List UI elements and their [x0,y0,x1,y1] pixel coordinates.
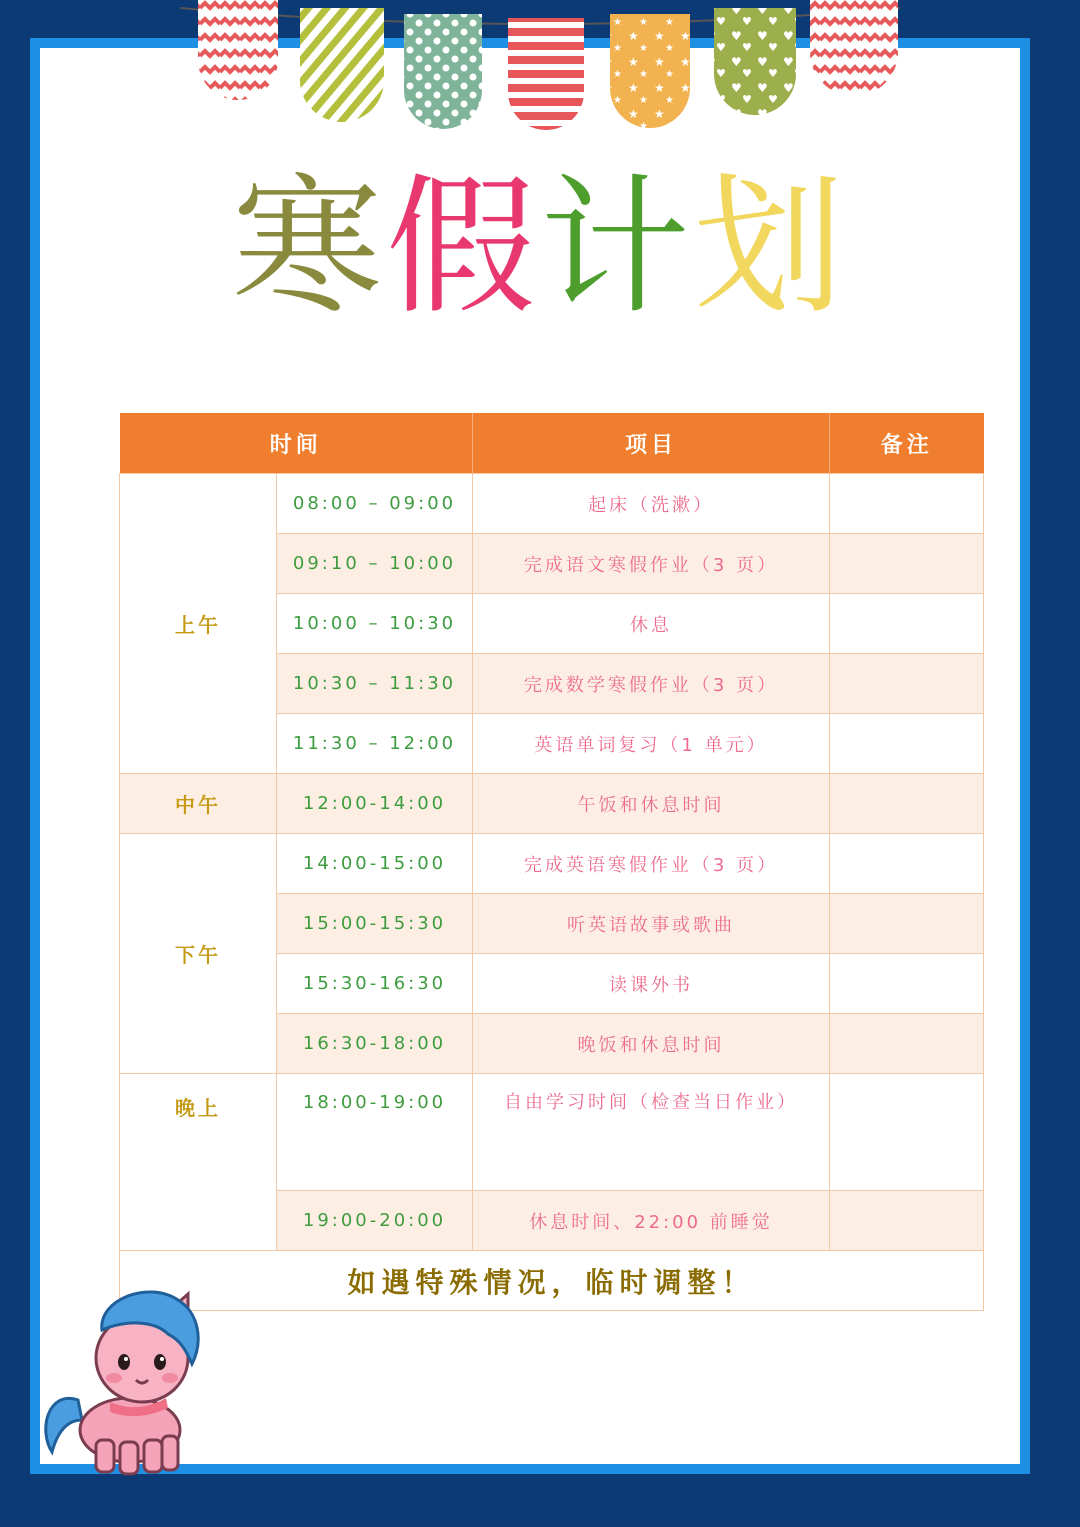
row-note [830,1014,984,1074]
row-note [830,954,984,1014]
row-item: 完成英语寒假作业（3 页） [473,834,830,894]
period-afternoon: 下午 [120,834,277,1074]
row-item: 休息 [473,594,830,654]
table-row [120,1074,984,1191]
row-time: 15:30-16:30 [277,954,473,1014]
row-item: 完成数学寒假作业（3 页） [473,654,830,714]
title-char-4: 划 [694,161,849,335]
row-time: 10:30 – 11:30 [277,654,473,714]
row-item: 听英语故事或歌曲 [473,894,830,954]
row-time: 18:00-19:00 [277,1074,473,1191]
table-header-row [120,413,984,474]
row-item: 完成语文寒假作业（3 页） [473,534,830,594]
header-note: 备注 [830,413,984,474]
period-evening: 晚上 [120,1074,277,1251]
title-char-2: 假 [385,161,540,335]
row-time: 11:30 – 12:00 [277,714,473,774]
row-time: 10:00 – 10:30 [277,594,473,654]
row-item: 自由学习时间（检查当日作业） [473,1074,830,1191]
row-time: 14:00-15:00 [277,834,473,894]
row-item: 休息时间、22:00 前睡觉 [473,1191,830,1251]
table-row [120,834,984,894]
period-morning: 上午 [120,474,277,774]
row-note [830,714,984,774]
bunting-flags-icon [0,0,1080,135]
row-item: 晚饭和休息时间 [473,1014,830,1074]
row-time: 15:00-15:30 [277,894,473,954]
row-time: 12:00-14:00 [277,774,473,834]
title-char-1: 寒 [231,161,386,335]
row-item: 英语单词复习（1 单元） [473,714,830,774]
row-item: 午饭和休息时间 [473,774,830,834]
row-note [830,594,984,654]
header-item: 项目 [473,413,830,474]
title-char-3: 计 [540,161,695,335]
footer-note: 如遇特殊情况，临时调整！ [120,1251,984,1311]
row-item: 读课外书 [473,954,830,1014]
page-title [0,158,1080,338]
row-time: 16:30-18:00 [277,1014,473,1074]
schedule-table [119,413,984,1311]
row-note [830,834,984,894]
period-noon: 中午 [120,774,277,834]
row-note [830,474,984,534]
row-note [830,534,984,594]
pony-mascot-icon [38,1280,218,1480]
table-row [120,774,984,834]
table-row [120,474,984,534]
row-note [830,894,984,954]
row-note [830,654,984,714]
row-time: 09:10 – 10:00 [277,534,473,594]
row-time: 19:00-20:00 [277,1191,473,1251]
row-note [830,1074,984,1191]
row-note [830,1191,984,1251]
header-time: 时间 [120,413,473,474]
row-note [830,774,984,834]
table-footer-row [120,1251,984,1311]
row-time: 08:00 – 09:00 [277,474,473,534]
row-item: 起床（洗漱） [473,474,830,534]
